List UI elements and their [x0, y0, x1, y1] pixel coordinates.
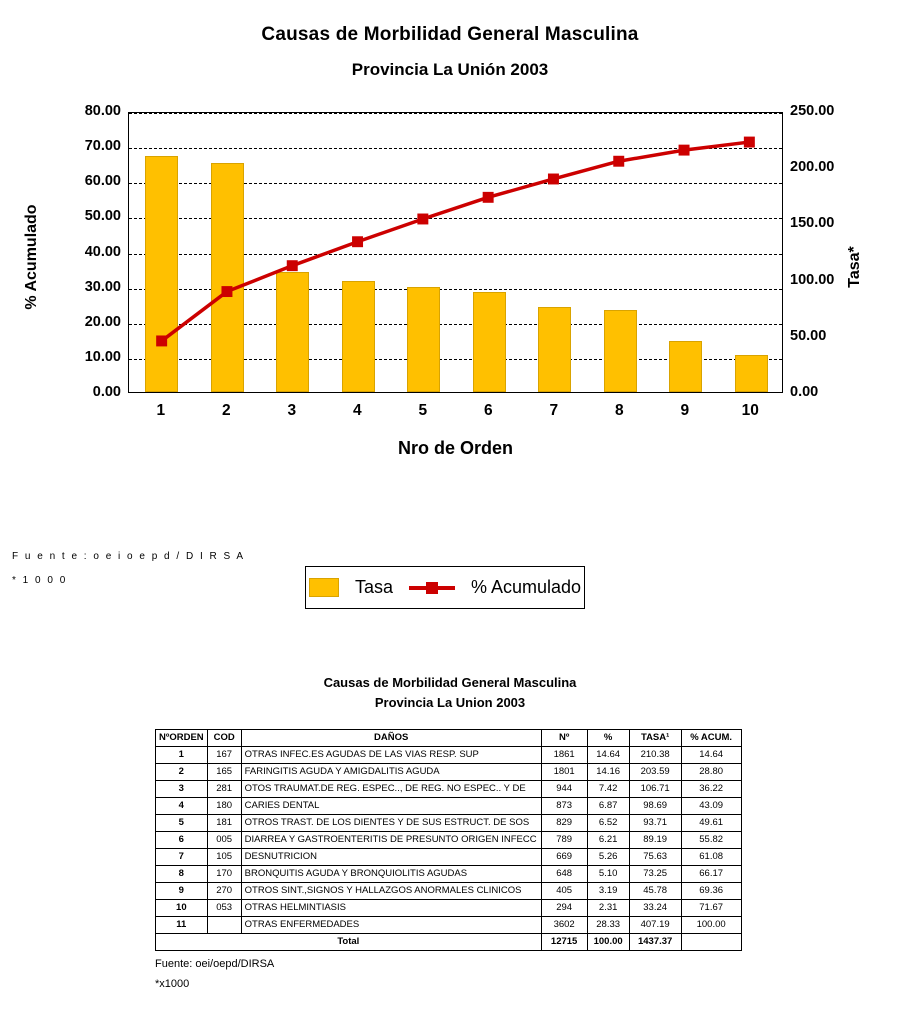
plot-area: [128, 112, 783, 393]
table-cell: BRONQUITIS AGUDA Y BRONQUIOLITIS AGUDAS: [241, 866, 541, 883]
line-marker: [613, 156, 624, 167]
table-cell: FARINGITIS AGUDA Y AMIGDALITIS AGUDA: [241, 764, 541, 781]
table-cell: 3.19: [587, 883, 629, 900]
table-cell: 33.24: [629, 900, 681, 917]
table-cell: 944: [541, 781, 587, 798]
table-row: [156, 798, 742, 815]
total-cell: [681, 934, 741, 951]
total-cell: 1437.37: [629, 934, 681, 951]
line-marker: [548, 174, 559, 185]
y-axis-left-tick: 70.00: [84, 138, 121, 155]
table-cell: 005: [207, 832, 241, 849]
table-cell: 294: [541, 900, 587, 917]
table-cell: 167: [207, 747, 241, 764]
data-table: [155, 729, 742, 951]
chart-container: [0, 98, 900, 498]
y-axis-left-tick: 30.00: [84, 278, 121, 295]
table-cell: 9: [156, 883, 208, 900]
table-cell: 69.36: [681, 883, 741, 900]
table-cell: 7: [156, 849, 208, 866]
table-cell: 106.71: [629, 781, 681, 798]
legend-label-acumulado: % Acumulado: [470, 577, 582, 597]
table-cell: OTRAS ENFERMEDADES: [241, 917, 541, 934]
table-cell: 49.61: [681, 815, 741, 832]
table-cell: 6.21: [587, 832, 629, 849]
table-cell: 43.09: [681, 798, 741, 815]
cumulative-line-series: [129, 113, 782, 392]
y-axis-right-tick: 100.00: [790, 271, 835, 288]
x-axis-tick: 10: [741, 402, 759, 419]
legend-bar-swatch: [309, 578, 339, 597]
table-row: [156, 815, 742, 832]
th-cod: COD: [207, 730, 241, 747]
x-axis-tick: 8: [614, 402, 624, 419]
x-axis-tick: 3: [287, 402, 297, 419]
table-cell: 89.19: [629, 832, 681, 849]
table-cell: 053: [207, 900, 241, 917]
table-header-row: [156, 730, 742, 747]
table-cell: 45.78: [629, 883, 681, 900]
table-row: [156, 866, 742, 883]
th-acum: % ACUM.: [681, 730, 741, 747]
table-cell: OTRAS INFEC.ES AGUDAS DE LAS VIAS RESP. SUP: [241, 747, 541, 764]
x-axis-tick: 5: [418, 402, 428, 419]
chart-legend: [305, 566, 585, 609]
line-marker: [221, 286, 232, 297]
table-cell: 5.10: [587, 866, 629, 883]
table-cell: 14.16: [587, 764, 629, 781]
th-tasa: TASA¹: [629, 730, 681, 747]
table-cell: 75.63: [629, 849, 681, 866]
table-title: Causas de Morbilidad General Masculina: [323, 675, 577, 690]
page-subtitle: Provincia La Unión 2003: [351, 60, 549, 79]
y-axis-right-tick: 50.00: [790, 327, 827, 344]
total-cell: 100.00: [587, 934, 629, 951]
y-axis-left-tick: 60.00: [84, 173, 121, 190]
table-cell: 11: [156, 917, 208, 934]
table-cell: 829: [541, 815, 587, 832]
table-cell: OTROS TRAST. DE LOS DIENTES Y DE SUS ESTRUCT. DE SOS: [241, 815, 541, 832]
th-pct: %: [587, 730, 629, 747]
table-cell: DESNUTRICION: [241, 849, 541, 866]
table-row: [156, 883, 742, 900]
table-cell: 14.64: [587, 747, 629, 764]
table-row: [156, 764, 742, 781]
x-axis-tick: 4: [352, 402, 362, 419]
table-subtitle: Provincia La Union 2003: [374, 695, 526, 710]
table-cell: 170: [207, 866, 241, 883]
table-cell: 5.26: [587, 849, 629, 866]
total-cell: 12715: [541, 934, 587, 951]
legend-line-swatch: [409, 586, 455, 590]
table-cell: 203.59: [629, 764, 681, 781]
y-axis-left-tick: 50.00: [84, 208, 121, 225]
line-marker: [483, 192, 494, 203]
x-axis-tick: 1: [156, 402, 166, 419]
x-axis-labels: [128, 398, 783, 428]
table-cell: 61.08: [681, 849, 741, 866]
table-rate-note: *x1000: [155, 978, 190, 990]
x-axis-tick: 2: [221, 402, 231, 419]
line-marker: [352, 236, 363, 247]
table-cell: 270: [207, 883, 241, 900]
table-row: [156, 849, 742, 866]
table-row: [156, 900, 742, 917]
table-cell: 10: [156, 900, 208, 917]
table-cell: 210.38: [629, 747, 681, 764]
table-cell: 3: [156, 781, 208, 798]
chart-source-note: F u e n t e : o e i o e p d / D I R S A: [12, 551, 246, 562]
table-cell: 873: [541, 798, 587, 815]
chart-rate-note: * 1 0 0 0: [12, 575, 68, 586]
table-cell: 180: [207, 798, 241, 815]
table-cell: 2.31: [587, 900, 629, 917]
table-cell: 71.67: [681, 900, 741, 917]
table-cell: 165: [207, 764, 241, 781]
table-source-note: Fuente: oei/oepd/DIRSA: [155, 958, 275, 970]
table-cell: 1: [156, 747, 208, 764]
table-cell: 669: [541, 849, 587, 866]
table-cell: 100.00: [681, 917, 741, 934]
y-axis-left-tick: 40.00: [84, 243, 121, 260]
page-title: Causas de Morbilidad General Masculina: [261, 24, 639, 45]
y-axis-left-labels: [55, 98, 121, 408]
y-axis-right-tick: 150.00: [790, 215, 835, 232]
table-row: [156, 917, 742, 934]
y-axis-right-labels: [790, 98, 860, 408]
table-cell: 405: [541, 883, 587, 900]
table-body: [156, 747, 742, 951]
table-cell: 181: [207, 815, 241, 832]
table-cell: 648: [541, 866, 587, 883]
table-cell: 7.42: [587, 781, 629, 798]
line-marker: [744, 137, 755, 148]
table-row: [156, 832, 742, 849]
table-cell: OTOS TRAUMAT.DE REG. ESPEC.., DE REG. NO ESPEC.. Y DE: [241, 781, 541, 798]
table-cell: 8: [156, 866, 208, 883]
y-axis-left-tick: 10.00: [84, 348, 121, 365]
table-cell: 4: [156, 798, 208, 815]
y-axis-right-tick: 250.00: [790, 103, 835, 119]
table-cell: 281: [207, 781, 241, 798]
x-axis-title: Nro de Orden: [397, 438, 513, 458]
line-marker: [287, 260, 298, 271]
table-cell: OTRAS HELMINTIASIS: [241, 900, 541, 917]
table-cell: 3602: [541, 917, 587, 934]
table-row: [156, 747, 742, 764]
y-axis-left-tick: 0.00: [92, 384, 121, 400]
table-cell: 55.82: [681, 832, 741, 849]
x-axis-tick: 6: [483, 402, 493, 419]
table-cell: 2: [156, 764, 208, 781]
table-cell: 1861: [541, 747, 587, 764]
total-label: Total: [156, 934, 542, 951]
y-axis-left-tick: 80.00: [84, 103, 121, 119]
x-axis-tick: 9: [680, 402, 690, 419]
table-cell: 28.80: [681, 764, 741, 781]
table-row: [156, 781, 742, 798]
table-cell: 36.22: [681, 781, 741, 798]
table-cell: 6.52: [587, 815, 629, 832]
table-cell: 789: [541, 832, 587, 849]
th-danos: DAÑOS: [241, 730, 541, 747]
line-marker: [679, 145, 690, 156]
table-cell: 1801: [541, 764, 587, 781]
table-cell: 98.69: [629, 798, 681, 815]
y-axis-left-title: % Acumulado: [23, 204, 40, 310]
table-cell: 6: [156, 832, 208, 849]
table-cell: 73.25: [629, 866, 681, 883]
line-marker: [156, 335, 167, 346]
y-axis-right-title: Tasa*: [846, 246, 863, 288]
table-cell: CARIES DENTAL: [241, 798, 541, 815]
y-axis-right-tick: 0.00: [790, 384, 819, 400]
line-marker: [417, 214, 428, 225]
table-cell: 14.64: [681, 747, 741, 764]
table-cell: [207, 917, 241, 934]
y-axis-left-tick: 20.00: [84, 313, 121, 330]
table-cell: OTROS SINT.,SIGNOS Y HALLAZGOS ANORMALES CLINICOS: [241, 883, 541, 900]
table-cell: 6.87: [587, 798, 629, 815]
table-cell: 66.17: [681, 866, 741, 883]
x-axis-tick: 7: [549, 402, 559, 419]
table-cell: 93.71: [629, 815, 681, 832]
y-axis-right-tick: 200.00: [790, 159, 835, 176]
table-cell: 5: [156, 815, 208, 832]
table-cell: 105: [207, 849, 241, 866]
table-cell: 28.33: [587, 917, 629, 934]
th-orden: NºORDEN: [156, 730, 208, 747]
legend-label-tasa: Tasa: [354, 577, 393, 597]
th-n: Nº: [541, 730, 587, 747]
table-total-row: [156, 934, 742, 951]
table-cell: DIARREA Y GASTROENTERITIS DE PRESUNTO ORIGEN INFECC: [241, 832, 541, 849]
table-cell: 407.19: [629, 917, 681, 934]
